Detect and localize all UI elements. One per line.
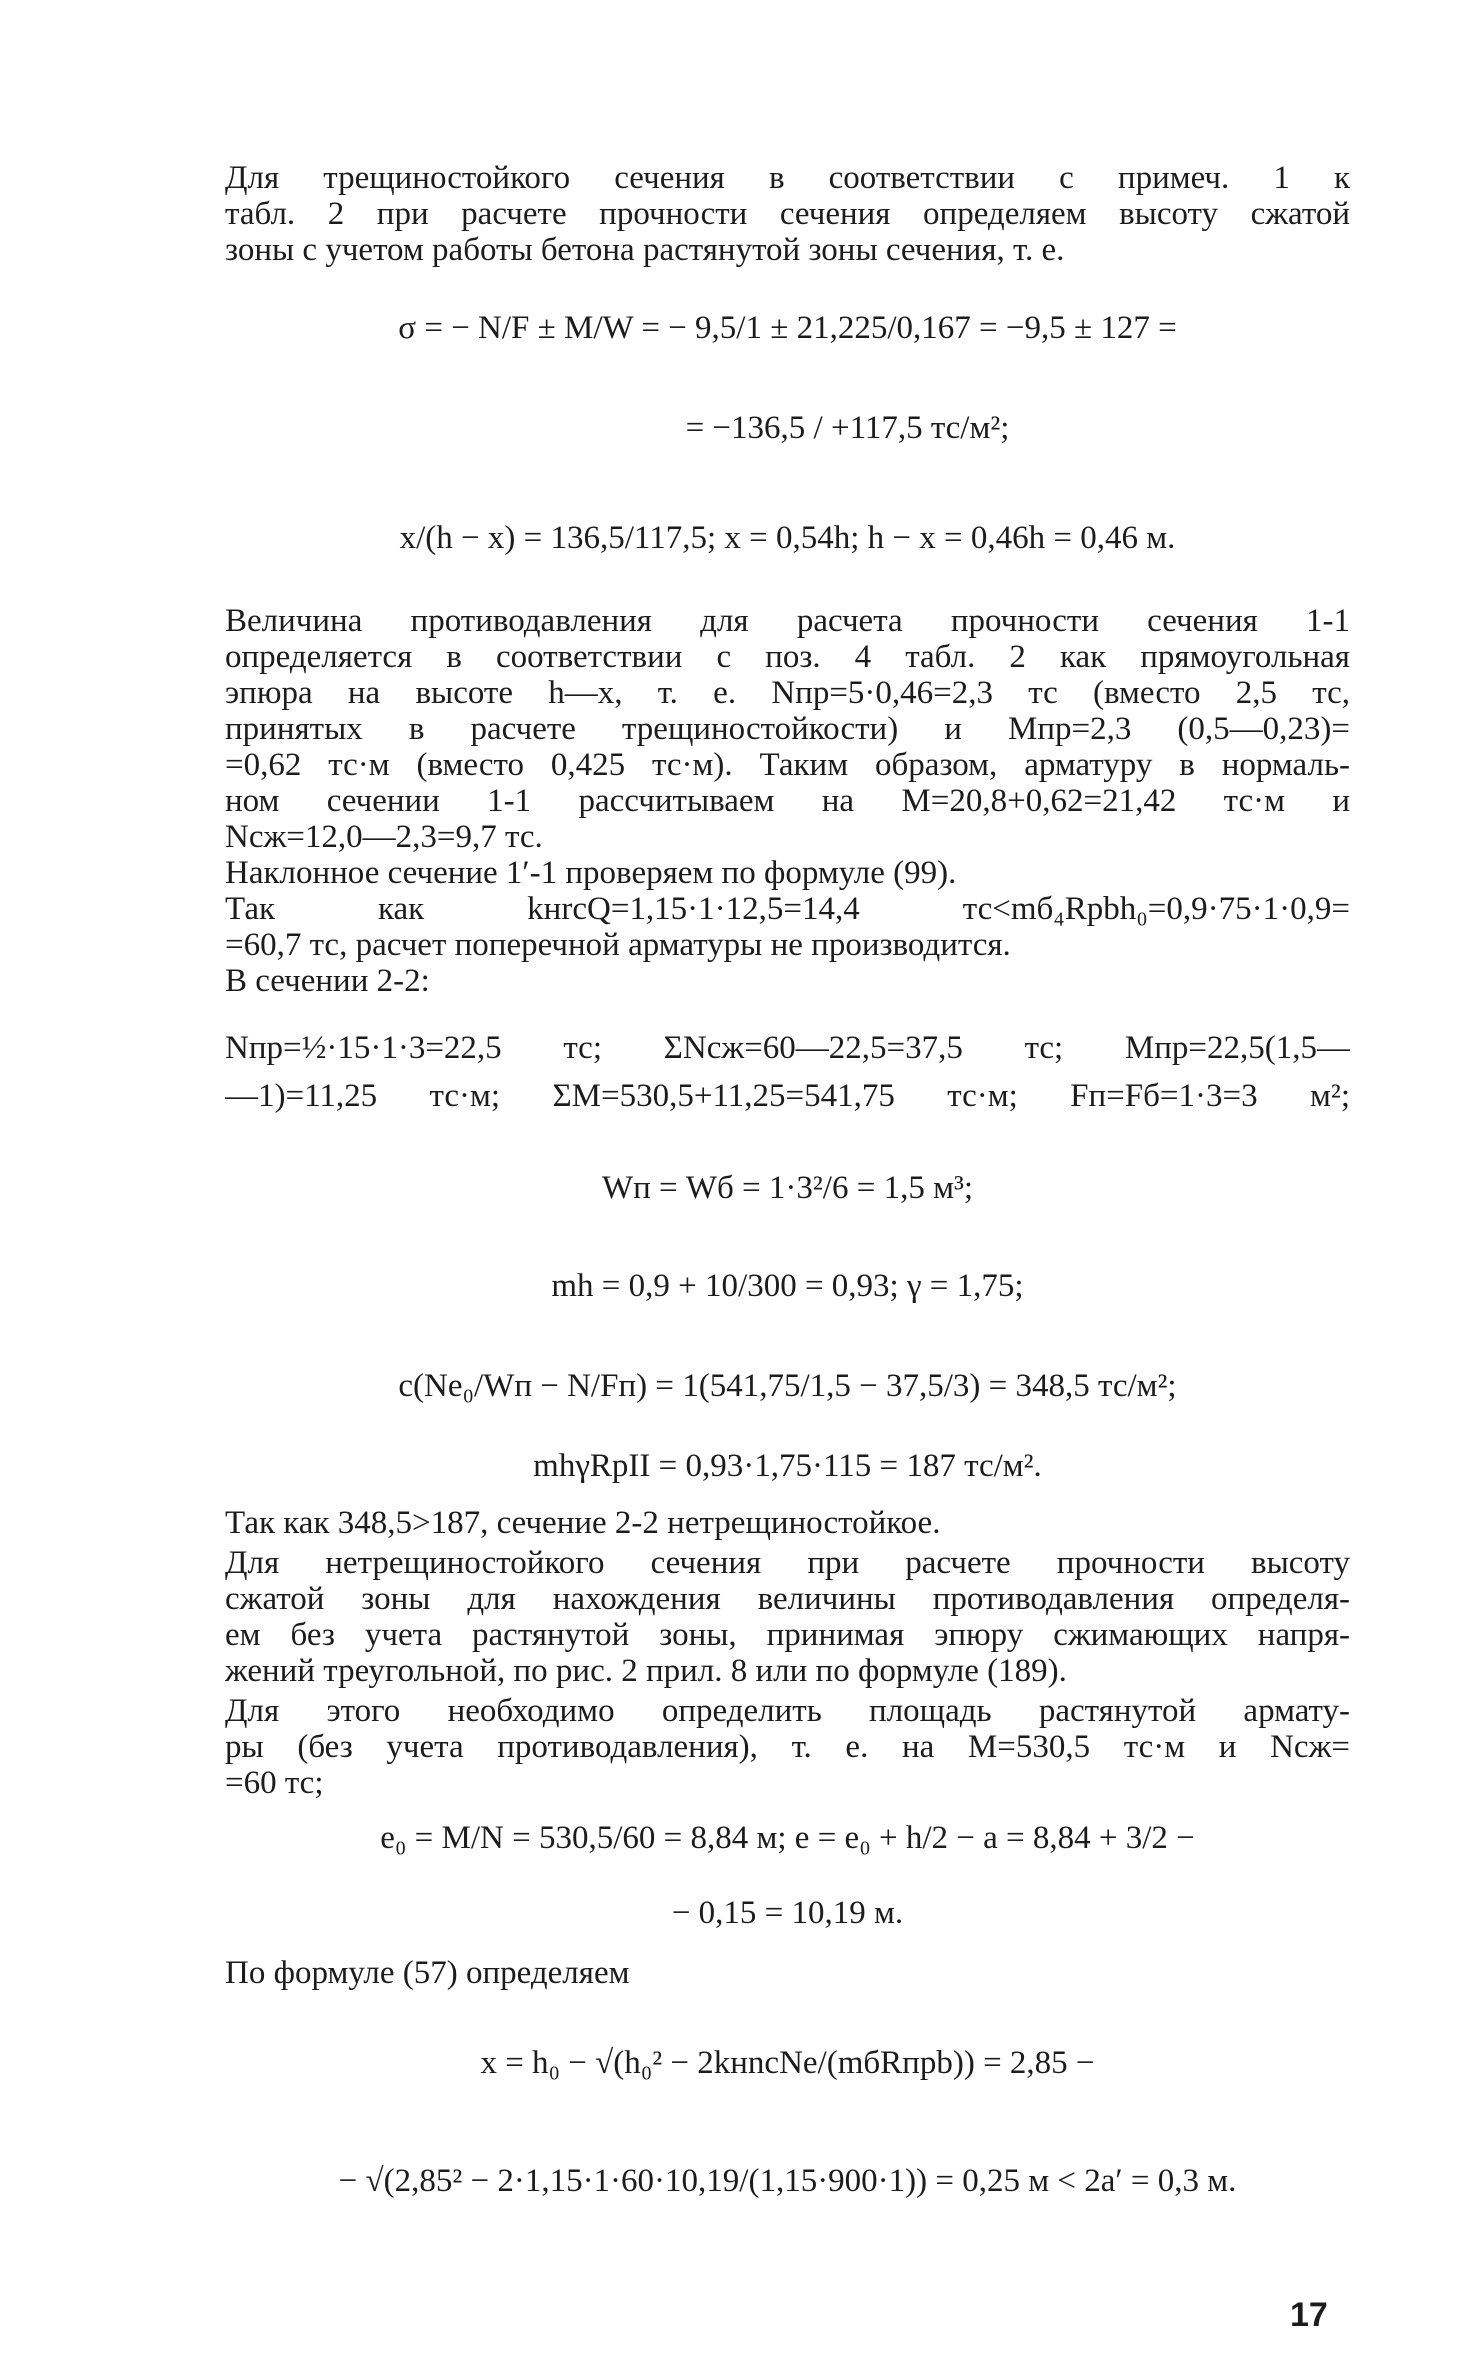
formula: c(Ne₀/Wп − N/Fп) = 1(541,75/1,5 − 37,5/3) = 348,5 тс/м²; <box>398 1368 1177 1404</box>
text-line: В сечении 2-2: <box>225 963 430 999</box>
text-line: Nпр=½·15·1·3=22,5 тс; ΣNсж=60—22,5=37,5 тс; Мпр=22,5(1,5— <box>225 1030 1350 1066</box>
formula: e₀ = M/N = 530,5/60 = 8,84 м; e = e₀ + h/2 − a = 8,84 + 3/2 − <box>380 1820 1195 1856</box>
formula: mhγRрII = 0,93·1,75·115 = 187 тс/м². <box>533 1448 1042 1484</box>
text-line: ры (без учета противодавления), т. е. на М=530,5 тс·м и Nсж= <box>225 1729 1350 1765</box>
text-line: Для этого необходимо определить площадь растянутой армату- <box>225 1693 1350 1729</box>
formula: Wп = Wб = 1·3²/6 = 1,5 м³; <box>601 1170 974 1206</box>
text-line: Так как 348,5>187, сечение 2-2 нетрещиностойкое. <box>225 1505 941 1541</box>
formula: x = h₀ − √(h₀² − 2kнnсNe/(mбRпрb)) = 2,85 − <box>480 2045 1095 2081</box>
formula: σ = − N/F ± M/W = − 9,5/1 ± 21,225/0,167 = −9,5 ± 127 = <box>398 310 1177 346</box>
text-line: Nсж=12,0—2,3=9,7 тс. <box>225 819 543 855</box>
page-number: 17 <box>1290 2296 1328 2334</box>
formula: mh = 0,9 + 10/300 = 0,93; γ = 1,75; <box>551 1268 1024 1304</box>
formula: x/(h − x) = 136,5/117,5; x = 0,54h; h − x = 0,46h = 0,46 м. <box>399 520 1176 556</box>
text-line: Так как kнrсQ=1,15·1·12,5=14,4 тс<mб₄Rрbh₀=0,9·75·1·0,9= <box>225 891 1350 927</box>
text-line: Для трещиностойкого сечения в соответствии с примеч. 1 к <box>225 160 1350 196</box>
text-line: определяется в соответствии с поз. 4 табл. 2 как прямоугольная <box>225 639 1350 675</box>
text-line: Для нетрещиностойкого сечения при расчете прочности высоту <box>225 1545 1350 1581</box>
text-line: ем без учета растянутой зоны, принимая эпюру сжимающих напря- <box>225 1617 1350 1653</box>
text-line: жений треугольной, по рис. 2 прил. 8 или по формуле (189). <box>225 1653 1067 1689</box>
text-line: —1)=11,25 тс·м; ΣМ=530,5+11,25=541,75 тс·м; Fп=Fб=1·3=3 м²; <box>225 1078 1350 1114</box>
text-line: принятых в расчете трещиностойкости) и Мпр=2,3 (0,5—0,23)= <box>225 711 1350 747</box>
formula: − √(2,85² − 2·1,15·1·60·10,19/(1,15·900·1)) = 0,25 м < 2a′ = 0,3 м. <box>338 2163 1237 2199</box>
text-line: сжатой зоны для нахождения величины противодавления определя- <box>225 1581 1350 1617</box>
text-line: Величина противодавления для расчета прочности сечения 1-1 <box>225 603 1350 639</box>
text-line: =60 тс; <box>225 1765 324 1801</box>
text-line: =0,62 тс·м (вместо 0,425 тс·м). Таким образом, арматуру в нормаль- <box>225 747 1350 783</box>
text-line: эпюра на высоте h—x, т. е. Nпр=5·0,46=2,3 тс (вместо 2,5 тс, <box>225 675 1350 711</box>
text-line: табл. 2 при расчете прочности сечения определяем высоту сжатой <box>225 196 1350 232</box>
formula: = −136,5 / +117,5 тс/м²; <box>685 410 1010 446</box>
text-line: ном сечении 1-1 рассчитываем на М=20,8+0,62=21,42 тс·м и <box>225 783 1350 819</box>
text-line: =60,7 тс, расчет поперечной арматуры не производится. <box>225 927 1011 963</box>
text-line: зоны с учетом работы бетона растянутой зоны сечения, т. е. <box>225 232 1065 268</box>
text-line: Наклонное сечение 1′-1 проверяем по формуле (99). <box>225 855 957 891</box>
formula: − 0,15 = 10,19 м. <box>671 1895 904 1931</box>
text-line: По формуле (57) определяем <box>225 1955 630 1991</box>
